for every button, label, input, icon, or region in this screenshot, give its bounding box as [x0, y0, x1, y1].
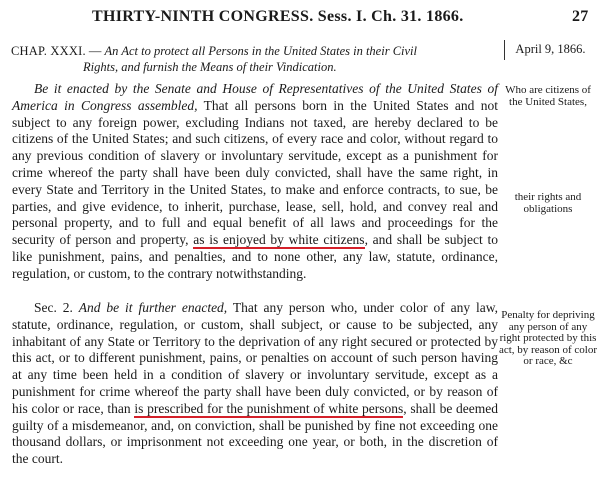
running-head: [0, 8, 602, 28]
chapter-title-line1: An Act to protect all Persons in the United States in their Civil: [104, 44, 417, 58]
enacting-clause-1: Be it enacted by the Senate and House of Representatives of the United: [34, 81, 445, 96]
margin-note-penalty: Penalty for depriving any person of any right protected by this act, by reason of color or race, &c: [498, 309, 598, 367]
running-head-title: THIRTY-NINTH CONGRESS. Sess. I. Ch. 31. 1866.: [92, 8, 464, 25]
section-2-label: Sec. 2.: [34, 300, 73, 315]
page-number: 27: [572, 8, 589, 25]
chapter-title-line2: Rights, and furnish the Means of their Vindication.: [83, 60, 337, 74]
section-2-enacting: And be it further enacted,: [78, 300, 228, 315]
section-2-text-b: , shall be deemed guilty of a misdemeanor, and, on conviction, shall be punished by fine not exceeding one thousand dollars, or imprisonment not exceeding one year, or both, in the discretion of the court.: [12, 400, 498, 467]
enactment-date: April 9, 1866.: [504, 40, 596, 60]
margin-note-citizens: Who are citizens of the United States,: [505, 84, 591, 108]
enacting-clause-2: States of America in Congress assembled,: [12, 81, 499, 113]
margin-note-rights: their rights and obligations: [514, 191, 582, 215]
chapter-label: CHAP. XXXI.: [11, 44, 86, 58]
section-2-text-a: That any person who, under color of any law, statute, ordinance, regulation, or custom, shall subject, or cause to be subjected, any inhabitant of any State or Territory to the deprivation of any right secured or protected by this act, or to different punishment, pains, or penalties on account of such person having at any time been held in a condition of slavery or involuntary servitude, except as a punishment for crime whereof the party shall have been duly convicted, or by reason of his color or race, than: [12, 300, 498, 416]
section-1-paragraph: [12, 81, 498, 283]
underlined-phrase-white-persons: is prescribed for the punishment of white persons: [134, 400, 404, 416]
section-2-paragraph: [12, 300, 498, 468]
chapter-heading: [11, 43, 496, 75]
underlined-phrase-white-citizens: as is enjoyed by white citizens: [193, 232, 365, 248]
section-1-text-a: That all persons born in the United States and not subject to any foreign power, excluding Indians not taxed, are hereby declared to be citizens of the United States; and such citizens, of every race and color, without regard to any previous condition of slavery or involuntary servitude, except as a punishment for crime whereof the party shall have been duly convicted, shall have the same right, in every State and Territory in the United States, to make and enforce contracts, to sue, be parties, and give evidence, to inherit, purchase, lease, sell, hold, and convey real and personal property, and to full and equal benefit of all laws and proceedings for the security of person and property,: [12, 97, 498, 248]
chapter-dash: —: [85, 44, 105, 58]
section-1-text-b: , and shall be subject to like punishment, pains, and penalties, and to none other, any law, statute, ordinance, regulation, or custom, to the contrary notwithstanding.: [12, 232, 498, 281]
